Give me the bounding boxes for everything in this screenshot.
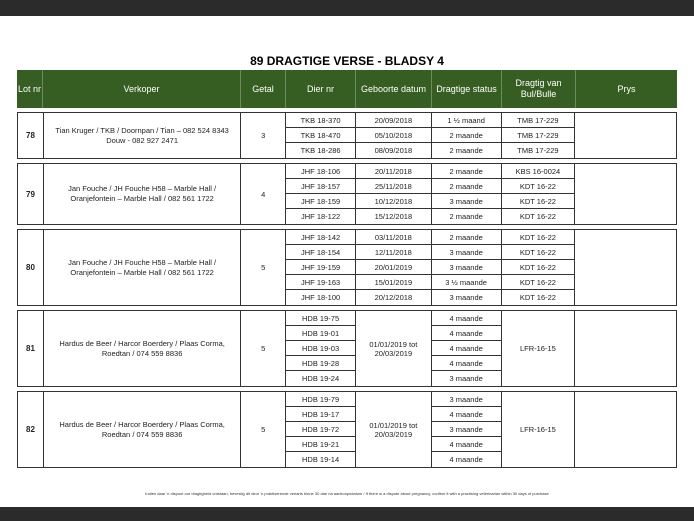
birth-date-cell: 10/12/2018 — [356, 194, 431, 209]
document-page — [0, 16, 694, 507]
price-cell — [575, 113, 676, 158]
bull-id-cell: KDT 16-22 — [502, 179, 575, 194]
pregnancy-status-cell: 3 maande — [432, 260, 501, 275]
birth-date-list — [356, 230, 432, 305]
pregnancy-status-cell: 3 maande — [432, 392, 501, 407]
lot-number: 78 — [18, 113, 44, 158]
birth-date-cell: 15/12/2018 — [374, 212, 413, 221]
seller-cell: Tian Kruger / TKB / Doornpan / Tian – 082 524 8343 Douw - 082 927 2471 — [44, 113, 241, 158]
lot-number: 80 — [18, 230, 44, 305]
count-cell: 4 — [241, 164, 286, 224]
birth-range-cell: 01/01/2019 tot 20/03/2019 — [356, 392, 432, 467]
birth-date-cell: 20/01/2019 — [356, 260, 431, 275]
animal-id-cell: JHF 18-159 — [286, 194, 355, 209]
birth-date-cell: 20/12/2018 — [374, 293, 413, 302]
pregnancy-status-cell: 1 ½ maand — [432, 113, 501, 128]
bull-id-cell: KDT 16-22 — [502, 260, 575, 275]
animal-id-cell: JHF 18-157 — [286, 179, 355, 194]
lot-row — [17, 163, 677, 225]
animal-id-list — [286, 230, 356, 305]
bull-id-cell: KDT 16-22 — [519, 212, 556, 221]
seller-cell: Jan Fouche / JH Fouche H58 – Marble Hall / Oranjefontein – Marble Hall / 082 561 1722 — [44, 230, 241, 305]
pregnancy-status-list — [432, 113, 502, 158]
bull-cell: LFR-16-15 — [502, 392, 576, 467]
animal-id-list — [286, 392, 356, 467]
pregnancy-status-cell: 2 maande — [432, 128, 501, 143]
bull-id-cell: KBS 16-0024 — [502, 164, 575, 179]
birth-date-cell: 12/11/2018 — [356, 245, 431, 260]
birth-date-list — [356, 113, 432, 158]
pregnancy-status-list — [432, 164, 502, 224]
animal-id-cell: HDB 19-14 — [302, 455, 340, 464]
bull-id-list — [502, 113, 576, 158]
animal-id-cell: JHF 19-159 — [286, 260, 355, 275]
birth-date-cell: 20/11/2018 — [356, 164, 431, 179]
animal-id-cell: HDB 19-79 — [286, 392, 355, 407]
pregnancy-status-cell: 2 maande — [432, 179, 501, 194]
price-cell — [575, 230, 676, 305]
bull-cell: LFR-16-15 — [502, 311, 576, 386]
header-animal: Dier nr — [286, 70, 356, 108]
pregnancy-status-cell: 2 maande — [449, 146, 483, 155]
animal-id-cell: HDB 19-17 — [286, 407, 355, 422]
count-cell: 3 — [241, 113, 286, 158]
bull-id-list — [502, 230, 576, 305]
lot-number: 81 — [18, 311, 44, 386]
price-cell — [575, 392, 676, 467]
seller-cell: Hardus de Beer / Harcor Boerdery / Plaas Corma, Roedtan / 074 559 8836 — [44, 311, 241, 386]
pregnancy-status-cell: 3 maande — [449, 293, 483, 302]
seller-cell: Hardus de Beer / Harcor Boerdery / Plaas Corma, Roedtan / 074 559 8836 — [44, 392, 241, 467]
birth-date-cell: 08/09/2018 — [374, 146, 413, 155]
lot-number: 79 — [18, 164, 44, 224]
animal-id-cell: TKB 18-370 — [286, 113, 355, 128]
pregnancy-status-cell: 3 maande — [449, 374, 483, 383]
pregnancy-status-cell: 3 maande — [432, 245, 501, 260]
count-cell: 5 — [241, 311, 286, 386]
birth-date-cell: 03/11/2018 — [356, 230, 431, 245]
lots-body — [17, 112, 677, 468]
animal-id-cell: JHF 18-122 — [300, 212, 341, 221]
bull-id-cell: KDT 16-22 — [519, 293, 556, 302]
lots-table — [17, 70, 677, 468]
page-title: 89 DRAGTIGE VERSE - BLADSY 4 — [250, 54, 444, 68]
bull-id-cell: KDT 16-22 — [502, 194, 575, 209]
price-cell — [575, 164, 676, 224]
pregnancy-status-cell: 2 maande — [449, 212, 483, 221]
pregnancy-status-cell: 3 ½ maande — [432, 275, 501, 290]
animal-id-cell: TKB 18-470 — [286, 128, 355, 143]
animal-id-cell: HDB 19-21 — [286, 437, 355, 452]
birth-date-cell: 15/01/2019 — [356, 275, 431, 290]
pregnancy-status-cell: 4 maande — [432, 326, 501, 341]
pregnancy-status-cell: 3 maande — [432, 422, 501, 437]
count-cell: 5 — [241, 230, 286, 305]
birth-date-cell: 25/11/2018 — [356, 179, 431, 194]
lot-number: 82 — [18, 392, 44, 467]
animal-id-cell: HDB 19-75 — [286, 311, 355, 326]
birth-range-cell: 01/01/2019 tot 20/03/2019 — [356, 311, 432, 386]
lot-row — [17, 229, 677, 306]
animal-id-list — [286, 311, 356, 386]
header-count: Getal — [241, 70, 286, 108]
animal-id-list — [286, 113, 356, 158]
header-price: Prys — [617, 83, 636, 94]
pregnancy-status-list — [432, 311, 502, 386]
animal-id-cell: HDB 19-28 — [286, 356, 355, 371]
animal-id-cell: JHF 18-106 — [286, 164, 355, 179]
animal-id-cell: JHF 18-142 — [286, 230, 355, 245]
pregnancy-status-cell: 4 maande — [432, 407, 501, 422]
animal-id-cell: HDB 19-72 — [286, 422, 355, 437]
animal-id-list — [286, 164, 356, 224]
bull-id-cell: KDT 16-22 — [502, 275, 575, 290]
header-birth: Geboorte datum — [356, 70, 432, 108]
lot-row — [17, 310, 677, 387]
pregnancy-status-cell: 4 maande — [432, 437, 501, 452]
animal-id-cell: JHF 18-154 — [286, 245, 355, 260]
bull-id-cell: KDT 16-22 — [502, 245, 575, 260]
pregnancy-status-list — [432, 230, 502, 305]
birth-date-cell: 05/10/2018 — [356, 128, 431, 143]
animal-id-cell: HDB 19-01 — [286, 326, 355, 341]
birth-date-list — [356, 164, 432, 224]
pregnancy-status-cell: 3 maande — [432, 194, 501, 209]
header-lot: Lot nr — [17, 70, 43, 108]
pregnancy-status-cell: 4 maande — [432, 356, 501, 371]
animal-id-cell: JHF 19-163 — [286, 275, 355, 290]
birth-date-cell: 20/09/2018 — [356, 113, 431, 128]
price-cell — [575, 311, 676, 386]
header-status: Dragtige status — [432, 70, 502, 108]
animal-id-cell: HDB 19-03 — [286, 341, 355, 356]
bull-id-cell: TMB 17-229 — [517, 146, 559, 155]
seller-cell: Jan Fouche / JH Fouche H58 – Marble Hall / Oranjefontein – Marble Hall / 082 561 1722 — [44, 164, 241, 224]
bull-id-list — [502, 164, 576, 224]
animal-id-cell: JHF 18-100 — [300, 293, 341, 302]
pregnancy-status-list — [432, 392, 502, 467]
lot-row — [17, 391, 677, 468]
bull-id-cell: KDT 16-22 — [502, 230, 575, 245]
pregnancy-status-cell: 4 maande — [432, 341, 501, 356]
table-header — [17, 70, 677, 108]
header-bull: Dragtig van Bul/Bulle — [502, 70, 576, 108]
header-seller: Verkoper — [43, 70, 241, 108]
pregnancy-status-cell: 4 maande — [449, 455, 483, 464]
count-cell: 5 — [241, 392, 286, 467]
animal-id-cell: TKB 18-286 — [300, 146, 341, 155]
pregnancy-status-cell: 2 maande — [432, 164, 501, 179]
pregnancy-status-cell: 4 maande — [432, 311, 501, 326]
bull-id-cell: TMB 17-229 — [502, 128, 575, 143]
lot-row — [17, 112, 677, 159]
pregnancy-status-cell: 2 maande — [432, 230, 501, 245]
footer-note: Indien daar 'n dispuut oor dragtigheid ontstaan, bevestig dit deur 'n praktiserende veearts binne 30 dae na aankoopsdatum / If there is a dispute about pregnancy, confirm it with a practising veterinarian within 30 days of purchase — [145, 491, 549, 496]
bull-id-cell: TMB 17-229 — [502, 113, 575, 128]
animal-id-cell: HDB 19-24 — [302, 374, 340, 383]
